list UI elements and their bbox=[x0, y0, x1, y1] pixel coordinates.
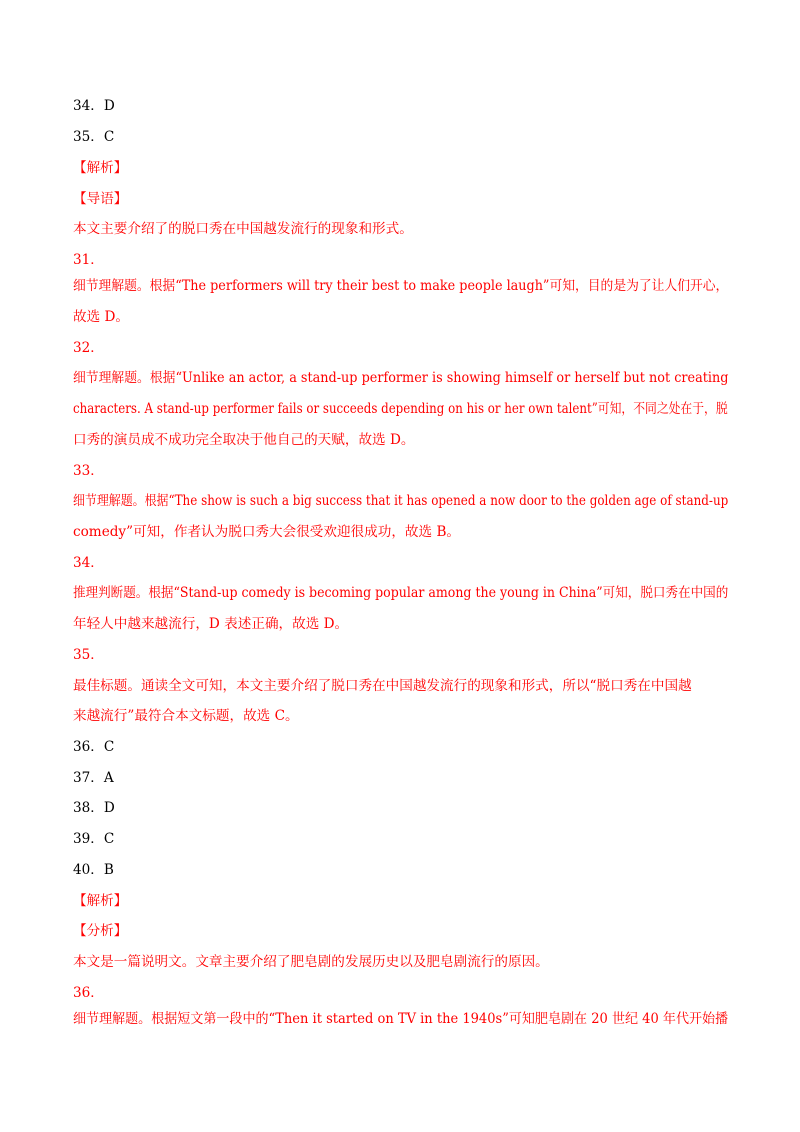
analysis-heading: 【解析】 bbox=[73, 893, 128, 909]
explanation-text: 细节理解题。根据“Unlike an actor, a stand-up performer is showing himself or herself but not creating bbox=[73, 370, 729, 386]
answer-34: 34．D bbox=[73, 98, 115, 114]
answer-35: 35．C bbox=[73, 129, 115, 145]
explanation-text: 最佳标题。通读全文可知，本文主要介绍了脱口秀在中国越发流行的现象和形式，所以“脱口秀在中国越 bbox=[73, 678, 692, 694]
explanation-text: 推理判断题。根据“Stand-up comedy is becoming popular among the young in China”可知，脱口秀在中国的 bbox=[73, 585, 729, 601]
analysis-heading: 【解析】 bbox=[73, 160, 128, 176]
explanation-text: 来越流行”最符合本文标题，故选 C。 bbox=[73, 708, 299, 724]
explanation-text: comedy”可知，作者认为脱口秀大会很受欢迎很成功，故选 B。 bbox=[73, 524, 461, 540]
question-number: 31． bbox=[73, 252, 104, 268]
question-number: 36． bbox=[73, 985, 104, 1001]
explanation-text: characters. A stand-up performer fails or succeeds depending on his or her own talent”可知，不同之处在于，脱 bbox=[73, 401, 728, 417]
explanation-text: 细节理解题。根据“The performers will try their best to make people laugh”可知，目的是为了让人们开心， bbox=[73, 278, 729, 294]
question-number: 35． bbox=[73, 647, 104, 663]
explanation-text: 口秀的演员成不成功完全取决于他自己的天赋，故选 D。 bbox=[73, 432, 415, 448]
explanation-text: 细节理解题。根据“The show is such a big success that it has opened a now door to the golden age of stand-up bbox=[73, 493, 729, 509]
question-number: 34． bbox=[73, 555, 104, 571]
answer-40: 40．B bbox=[73, 862, 114, 878]
explanation-text: 细节理解题。根据短文第一段中的“Then it started on TV in the 1940s”可知肥皂剧在 20 世纪 40 年代开始播 bbox=[73, 1011, 729, 1027]
explanation-text: 年轻人中越来越流行，D 表述正确，故选 D。 bbox=[73, 616, 349, 632]
question-number: 32． bbox=[73, 340, 104, 356]
guide-heading: 【导语】 bbox=[73, 191, 128, 207]
answer-39: 39．C bbox=[73, 831, 115, 847]
summary-text: 本文主要介绍了的脱口秀在中国越发流行的现象和形式。 bbox=[73, 221, 413, 237]
answer-38: 38．D bbox=[73, 800, 115, 816]
analysis-heading: 【分析】 bbox=[73, 923, 128, 939]
summary-text: 本文是一篇说明文。文章主要介绍了肥皂剧的发展历史以及肥皂剧流行的原因。 bbox=[73, 954, 549, 970]
answer-37: 37．A bbox=[73, 770, 114, 786]
question-number: 33． bbox=[73, 463, 104, 479]
answer-36: 36．C bbox=[73, 739, 115, 755]
explanation-text: 故选 D。 bbox=[73, 309, 130, 325]
